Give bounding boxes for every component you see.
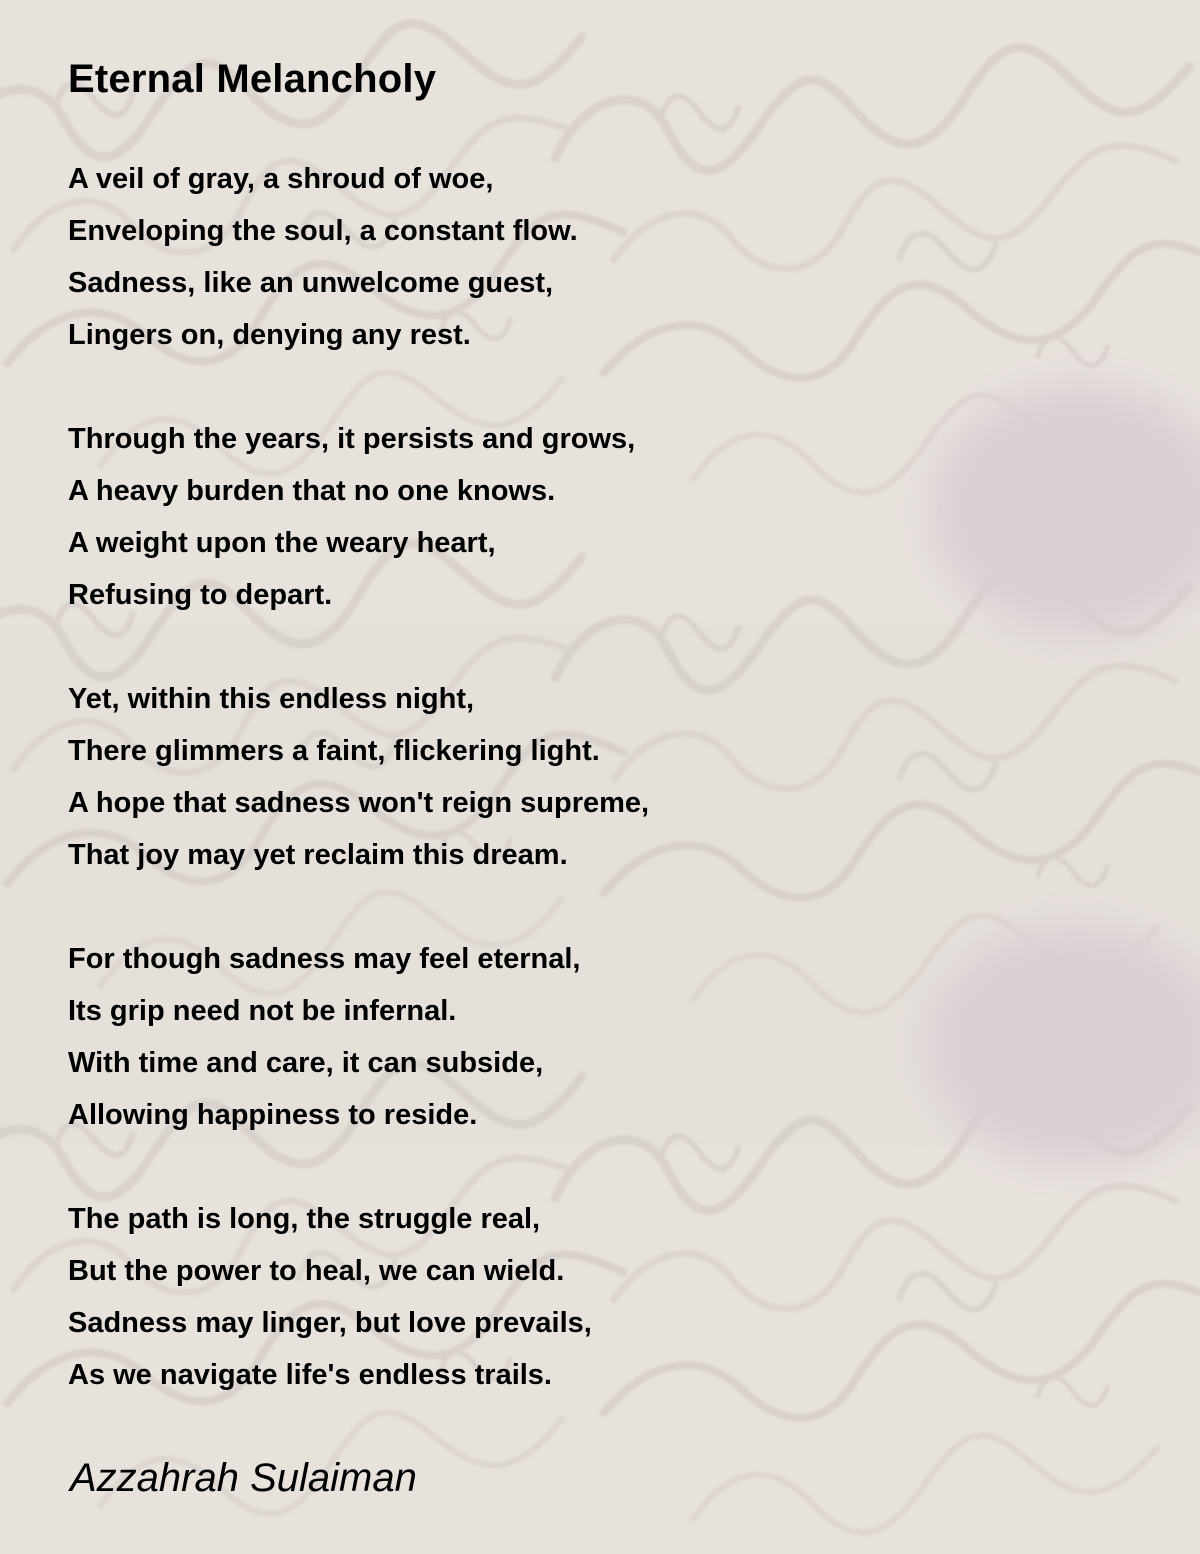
poem-line: A weight upon the weary heart, <box>68 527 496 559</box>
poem-line: Allowing happiness to reside. <box>68 1099 478 1131</box>
poem-title: Eternal Melancholy <box>68 57 437 101</box>
poem-line: A heavy burden that no one knows. <box>68 475 556 507</box>
poem-line: Lingers on, denying any rest. <box>68 319 471 351</box>
poem-line: As we navigate life's endless trails. <box>68 1359 552 1391</box>
poem-line: A hope that sadness won't reign supreme, <box>68 787 650 819</box>
poem-line: There glimmers a faint, flickering light. <box>68 735 600 767</box>
poem-line: For though sadness may feel eternal, <box>68 943 581 975</box>
poem-line: Refusing to depart. <box>68 579 333 611</box>
stanza <box>68 153 1068 361</box>
poem-author: Azzahrah Sulaiman <box>70 1456 417 1500</box>
poem-line: Through the years, it persists and grows, <box>68 423 636 455</box>
poem-line: That joy may yet reclaim this dream. <box>68 839 568 871</box>
poem-line: A veil of gray, a shroud of woe, <box>68 163 494 195</box>
poem-line: The path is long, the struggle real, <box>68 1203 541 1235</box>
poem-line: Its grip need not be infernal. <box>68 995 457 1027</box>
poem-line: Sadness, like an unwelcome guest, <box>68 267 554 299</box>
stanza <box>68 933 1068 1141</box>
poem-line: With time and care, it can subside, <box>68 1047 544 1079</box>
stanza <box>68 673 1068 881</box>
poem-line: Yet, within this endless night, <box>68 683 475 715</box>
poem-body <box>68 153 1068 1453</box>
poem-line: But the power to heal, we can wield. <box>68 1255 565 1287</box>
poem-line: Sadness may linger, but love prevails, <box>68 1307 592 1339</box>
stanza <box>68 413 1068 621</box>
poem-line: Enveloping the soul, a constant flow. <box>68 215 578 247</box>
stanza <box>68 1193 1068 1401</box>
